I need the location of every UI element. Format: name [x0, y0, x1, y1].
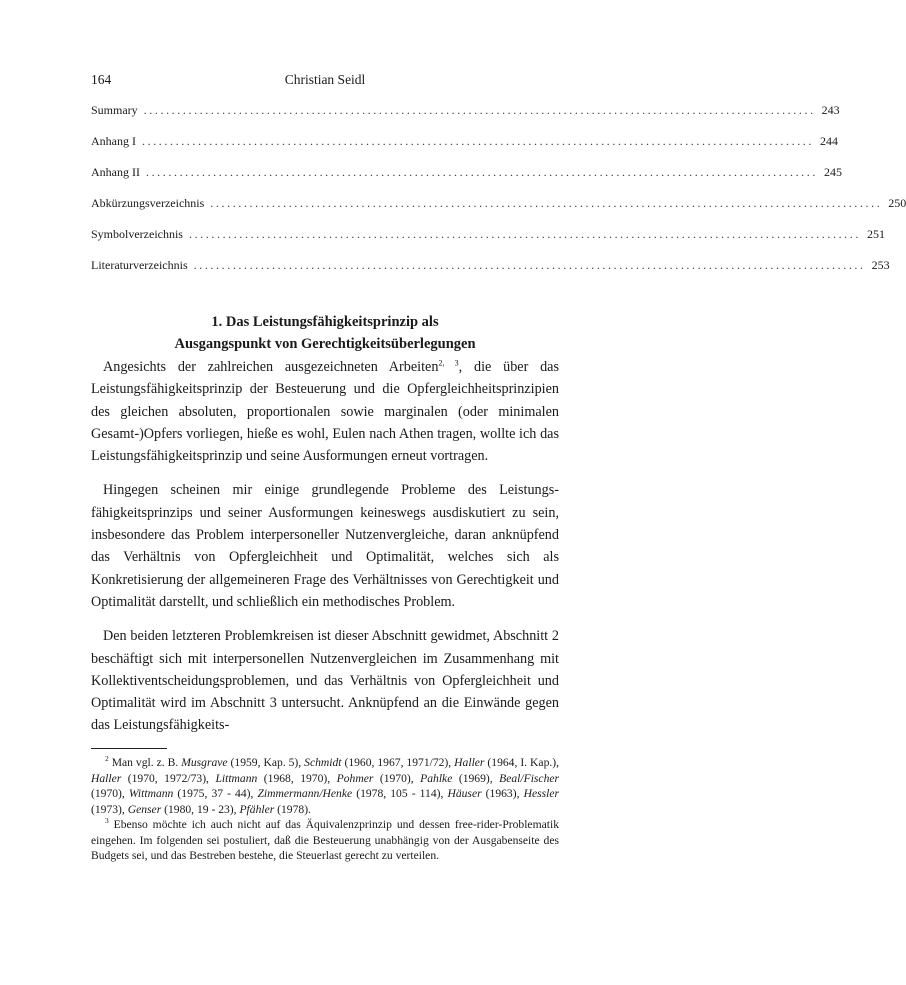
- footnote-2-text: (1969),: [452, 771, 500, 785]
- footnote-2-author: Musgrave: [181, 756, 228, 769]
- toc-entry-label: Abkürzungsverzeichnis: [91, 196, 205, 210]
- toc-leader-dots: ........................................................................................................................: [145, 165, 818, 179]
- toc-leader-dots: ........................................................................................................................: [143, 103, 816, 117]
- footnote-2-author: Wittmann: [128, 787, 174, 800]
- paragraph-3: Den beiden letzteren Problemkreisen ist dieser Abschnitt gewidmet, Abschnitt 2 beschäftigt sich mit interpersonellen Nutzenvergleichen im Zusammenhang mit Kollektiventscheidungsproblemen, und das Verhältnis von Opfergleichheit und Optimalität wird im Abschnitt 3 untersucht. Anknüpfend an die Einwände gegen das Leistungsfähigkeits-: [91, 628, 559, 734]
- toc-entry: [91, 227, 885, 258]
- toc-entry-page: 250: [888, 196, 906, 210]
- toc-entry-page: 245: [823, 165, 842, 179]
- section-heading-line-2: Ausgangspunkt von Gerechtigkeitsüberlegungen: [174, 336, 476, 352]
- section-heading-line-1: 1. Das Leistungsfähigkeitsprinzip als: [211, 314, 439, 330]
- footnote-2-author: Häuser: [447, 787, 482, 800]
- footnote-2: [91, 755, 559, 817]
- toc-leader-dots: ........................................................................................................................: [210, 196, 883, 210]
- toc-entry-page: 253: [871, 258, 890, 272]
- footnote-3-text: Ebenso möchte ich auch nicht auf das Äquivalenzprinzip und dessen free-rider-Problematik eingehen. Im folgenden sei postuliert, daß die Besteuerung unabhängig von der Ausgabenseite des Budgets sei, und das Bestreben bestehe, die Steuerlast gerecht zu verteilen.: [91, 818, 559, 862]
- page-number: 164: [91, 72, 112, 87]
- paragraph-1: [91, 356, 559, 467]
- footnote-2-text: (1978, 105 - 114),: [352, 787, 448, 800]
- toc-entry-label: Symbolverzeichnis: [91, 227, 183, 241]
- toc-entry-label: Anhang II: [91, 165, 140, 179]
- toc-entry-page: 251: [866, 227, 885, 241]
- footnote-2-mark: 2: [105, 754, 109, 764]
- footnote-2-text: (1980, 19 - 23),: [161, 802, 240, 816]
- toc-leader-dots: ........................................................................................................................: [188, 227, 861, 241]
- paragraph-1-rest: , die über das Leistungsfähigkeitsprinzip der Besteuerung und die Opfergleichheitsprinzipien des gleichen absoluten, proportionalen sowie marginalen (oder minimalen Gesamt-)Opfers vorliegen, hieße es wohl, Eulen nach Athen tragen, wollte ich das Leistungsfähigkeitsprinzip und seine Ausformungen erneut vortragen.: [91, 359, 559, 465]
- footnote-2-author: Haller: [454, 756, 485, 769]
- footnote-2-text: (1963),: [481, 787, 524, 800]
- toc-entry: [91, 165, 842, 196]
- footnote-separator: [91, 748, 167, 749]
- footnote-2-text: Man vgl. z. B.: [108, 756, 182, 769]
- running-header: [91, 72, 559, 92]
- footnote-ref-2-3: 2, 3: [438, 358, 459, 368]
- footnote-2-text: (1973),: [91, 802, 128, 816]
- toc-leader-dots: ........................................................................................................................: [142, 134, 814, 148]
- footnotes: [91, 755, 559, 864]
- paragraph-1-start: Angesichts der zahlreichen ausgezeichneten Arbeiten: [103, 359, 439, 375]
- footnote-2-text: (1970),: [91, 787, 129, 800]
- footnote-2-author: Schmidt: [304, 756, 342, 769]
- toc-entry: [91, 258, 890, 289]
- footnote-2-author: Hessler: [523, 787, 559, 800]
- footnote-3: [91, 817, 559, 864]
- footnote-2-text: (1970),: [373, 771, 421, 785]
- section-heading: [91, 311, 559, 355]
- footnote-2-text: (1960, 1967, 1971/72),: [341, 756, 455, 769]
- footnote-2-text: (1975, 37 - 44),: [173, 787, 258, 800]
- footnote-2-text: (1964, I. Kap.),: [484, 756, 560, 769]
- toc-entry-label: Anhang I: [91, 134, 136, 148]
- toc-entry-page: 244: [820, 134, 838, 148]
- footnote-2-author: Pahlke: [420, 771, 453, 785]
- toc-leader-dots: ........................................................................................................................: [193, 258, 866, 272]
- footnote-2-author: Littmann: [215, 771, 258, 785]
- body-text: [91, 356, 559, 749]
- footnote-2-author: Pfähler: [239, 802, 275, 816]
- toc-entry-label: Summary: [91, 103, 138, 117]
- footnote-2-author: Genser: [127, 802, 162, 816]
- toc-entry: [91, 196, 906, 227]
- toc-entry: [91, 134, 838, 165]
- paragraph-2: Hingegen scheinen mir einige grundlegende Probleme des Leistungsfähigkeitsprinzips und seiner Ausformungen keineswegs ausdiskutiert zu sein, insbesondere das Problem interpersoneller Nutzenvergleiche, daran anknüpfend das Verhältnis von Opfergleichheit und Optimalität, welches sich als Konkretisierung der allgemeineren Frage des Verhältnisses von Gerechtigkeit und Optimalität darstellt, und schließlich ein methodisches Problem.: [91, 482, 559, 610]
- toc-entry-label: Literaturverzeichnis: [91, 258, 188, 272]
- footnote-2-text: (1970, 1972/73),: [121, 771, 216, 785]
- footnote-2-author: Zimmermann/Henke: [257, 787, 353, 800]
- footnote-2-text: (1968, 1970),: [257, 771, 337, 785]
- toc-entry: [91, 103, 840, 134]
- footnote-2-text: (1978).: [274, 802, 311, 816]
- toc-entry-page: 243: [821, 103, 840, 117]
- footnote-2-author: Beal/Fischer: [499, 771, 560, 785]
- footnote-3-mark: 3: [105, 816, 109, 826]
- running-head-author: Christian Seidl: [284, 72, 366, 87]
- footnote-2-author: Haller: [91, 771, 122, 785]
- footnote-2-text: (1959, Kap. 5),: [227, 756, 305, 769]
- table-of-contents: [91, 103, 906, 289]
- footnote-2-author: Pohmer: [336, 771, 374, 785]
